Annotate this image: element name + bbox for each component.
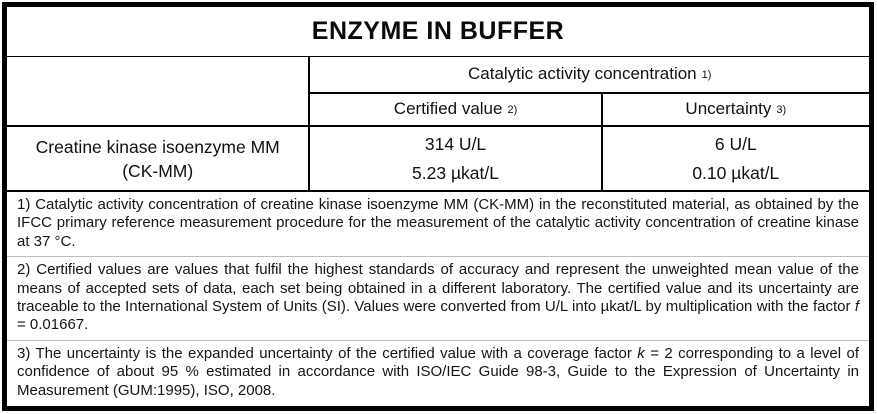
uncertainty-label: Uncertainty xyxy=(685,99,772,119)
column-header-certified-value: Certified value 2) xyxy=(310,94,602,127)
footnote-3-coverage-factor-symbol: k xyxy=(637,344,645,362)
uncertainty-value-ukat: 0.10 µkat/L xyxy=(692,162,780,183)
certified-value-label: Certified value xyxy=(393,99,503,119)
footnote-2-factor-symbol: f xyxy=(854,298,859,316)
certificate-document xyxy=(2,2,874,411)
uncertainty-value-cell xyxy=(603,127,869,192)
footnote-3-text-before: 3) The uncertainty is the expanded uncertainty of the certified value with a coverage factor xyxy=(17,344,638,362)
footnote-2-text-before: 2) Certified values are values that fulfil the highest standards of accuracy and represent the unweighted mean value of the means of accepted sets of data, each set being obtained in a different laboratory. The certified value and its uncertainty are traceable to the International System of Units (SI). Values were converted from U/L into µkat/L by multiplication with the factor xyxy=(17,261,859,316)
certified-value-ukat: 5.23 µkat/L xyxy=(412,162,499,183)
column-group-header: Catalytic activity concentration 1) xyxy=(310,57,869,94)
results-table xyxy=(7,57,869,192)
footnote-1-text: 1) Catalytic activity concentration of creatine kinase isoenzyme MM (CK-MM) in the reconstituted material, as obtained by the IFCC primary reference measurement procedure for the measurement of the catalytic activity concentration of creatine kinase at 37 °C. xyxy=(17,196,859,250)
footnote-3-text-after: = 2 corresponding to a level of confidence of about 95 % estimated in accordance with ISO/IEC Guide 98-3, Guide to the Expression of Uncertainty in Measurement (GUM:1995), ISO, 2008. xyxy=(17,344,859,399)
footnote-2 xyxy=(7,256,869,340)
footnote-1 xyxy=(7,192,869,256)
footnote-2-text-after: = 0.01667. xyxy=(17,316,89,334)
table-corner-cell xyxy=(7,57,310,127)
footnote-3 xyxy=(7,340,869,405)
certified-value-cell xyxy=(310,127,602,192)
column-header-uncertainty: Uncertainty 3) xyxy=(603,94,869,127)
analyte-name-line2: (CK-MM) xyxy=(122,160,194,181)
page-title: ENZYME IN BUFFER xyxy=(311,17,565,45)
certified-value-ul: 314 U/L xyxy=(424,133,487,154)
uncertainty-value-ul: 6 U/L xyxy=(714,133,757,154)
analyte-name-cell xyxy=(7,127,310,192)
footnotes-section xyxy=(7,192,869,406)
analyte-name-line1: Creatine kinase isoenzyme MM xyxy=(35,136,280,157)
title-row xyxy=(7,7,869,57)
column-group-label: Catalytic activity concentration xyxy=(467,64,697,84)
